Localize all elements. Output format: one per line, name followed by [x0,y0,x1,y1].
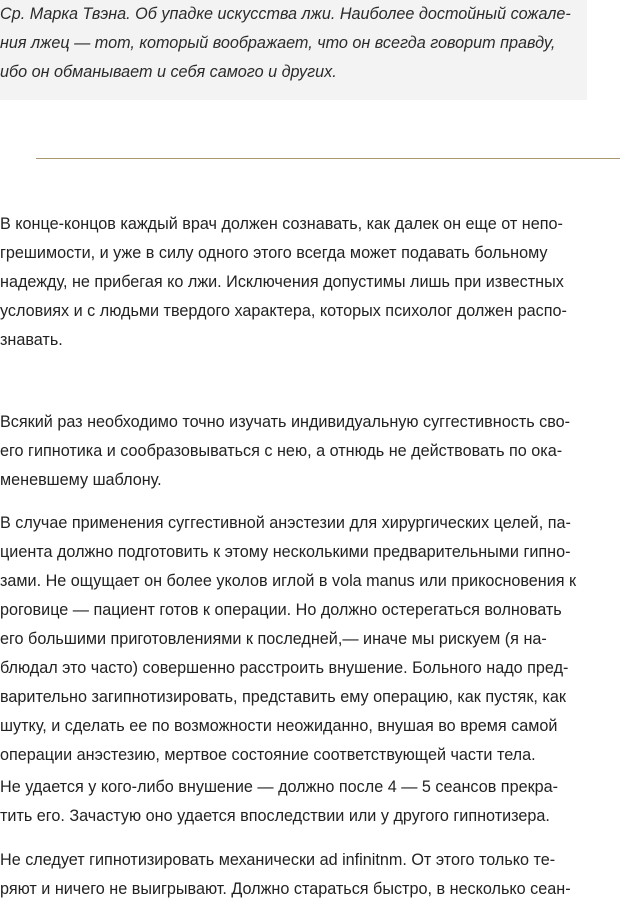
text-line: В конце-концов каждый врач должен сознавать, как далек он еще от непо- [0,215,563,233]
text-line: Не удается у кого-либо внушение — должно после 4 — 5 сеансов прекра- [0,778,559,796]
text-line: его гипнотика и сообразовываться с нею, а отнюдь не действовать по ока- [0,442,563,460]
text-line: роговице — пациент готов к операции. Но должно остерегаться волновать [0,601,562,619]
text-line: его большими приготовлениями к последней,— иначе мы рискуем (я на- [0,630,547,648]
paragraph-3 [0,509,580,770]
paragraph-5 [0,846,580,904]
text-line: Не следует гипнотизировать механически ad infinitnm. От этого только те- [0,851,556,869]
text-line: операции анэстезию, мертвое состояние соответствующей части тела. [0,746,536,764]
text-line: надежду, не прибегая ко лжи. Исключения допустимы лишь при известных [0,273,564,291]
footnote-line: ния лжец — тот, который воображает, что он всегда говорит правду, [0,34,556,52]
text-line: Всякий раз необходимо точно изучать индивидуальную суггестивность сво- [0,413,571,431]
text-line: циента должно подготовить к этому несколькими предварительными гипно- [0,543,571,561]
paragraph-2 [0,408,580,495]
footnote-line: Ср. Марка Твэна. Об упадке искусства лжи. Наиболее достойный сожале- [0,5,571,23]
text-line: варительно загипнотизировать, представить ему операцию, как пустяк, как [0,688,566,706]
text-line: условиях и с людьми твердого характера, которых психолог должен распо- [0,302,567,320]
text-line: блюдал это часто) совершенно расстроить внушение. Больного надо пред- [0,659,569,677]
footnote-line: ибо он обманывает и себя самого и других. [0,63,337,81]
text-line: ряют и ничего не выигрывают. Должно стараться быстро, в несколько сеан- [0,880,571,898]
text-line: тить его. Зачастую оно удается впоследствии или у другого гипнотизера. [0,807,550,825]
text-line: меневшему шаблону. [0,471,162,489]
paragraph-4 [0,773,580,831]
footnote-divider [36,158,620,159]
text-line: знавать. [0,331,63,349]
footnote [0,0,580,87]
text-line: В случае применения суггестивной анэстезии для хирургических целей, па- [0,514,571,532]
text-line: шутку, и сделать ее по возможности неожиданно, внушая во время самой [0,717,558,735]
text-line: грешимости, и уже в силу одного этого всегда может подавать больному [0,244,548,262]
paragraph-1 [0,210,580,355]
text-line: зами. Не ощущает он более уколов иглой в vola manus или прикосновения к [0,572,577,590]
